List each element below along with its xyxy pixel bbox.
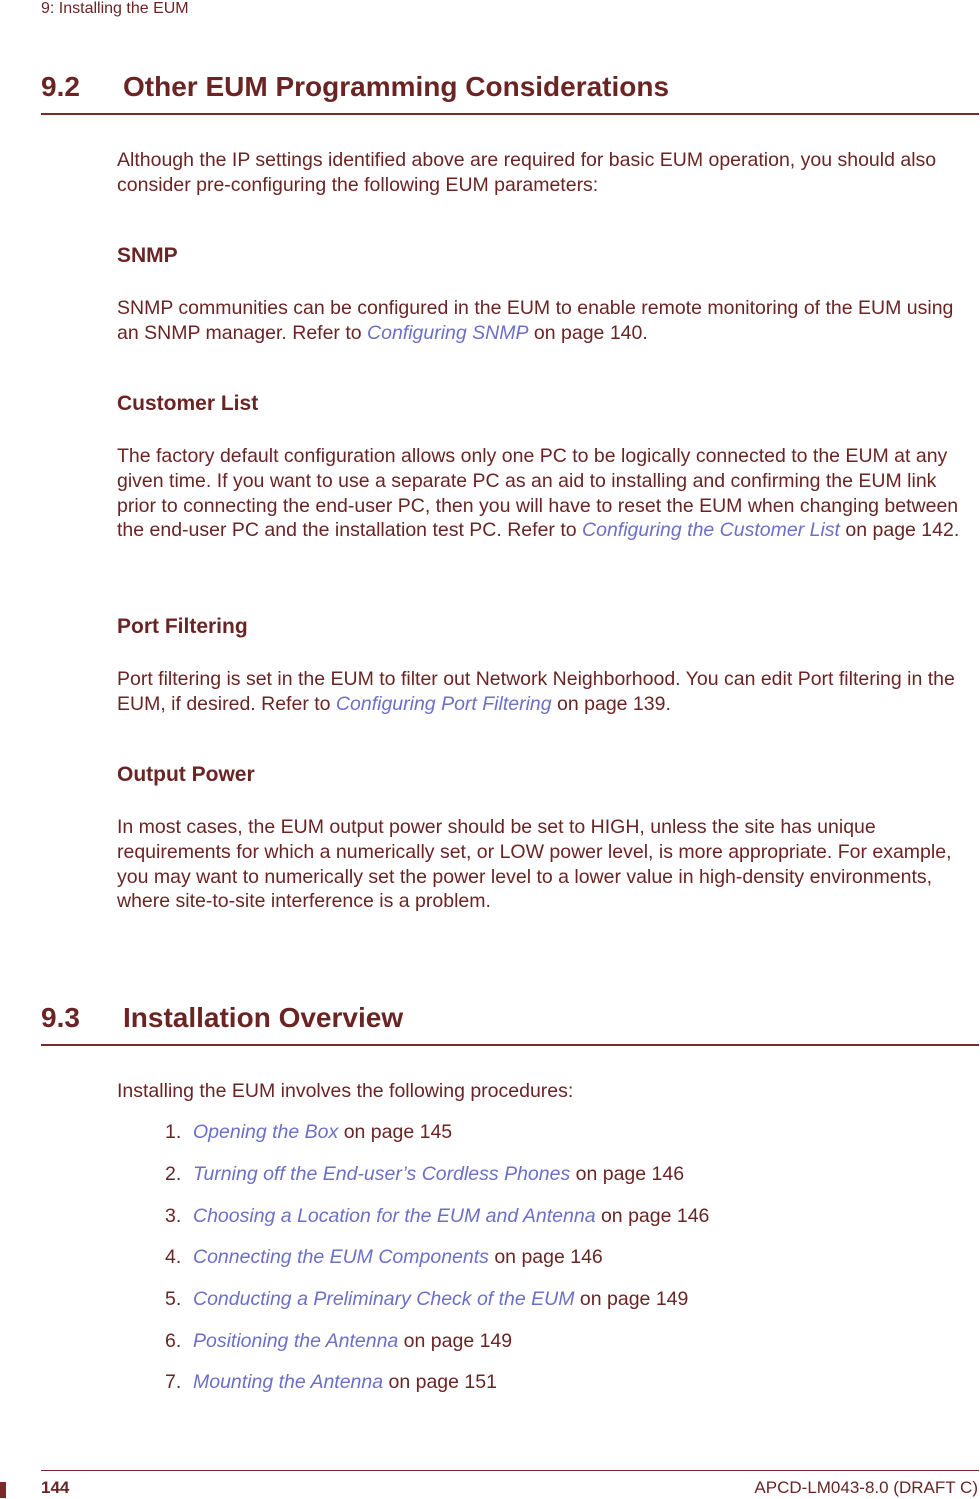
item-page-ref: on page 145: [338, 1121, 453, 1143]
installation-intro-paragraph: [117, 1079, 977, 1104]
page-number: 144: [41, 1478, 70, 1497]
item-number: 3.: [165, 1205, 182, 1227]
document-id: APCD-LM043-8.0 (DRAFT C): [754, 1478, 978, 1497]
installation-intro-text: Installing the EUM involves the following procedures:: [117, 1080, 574, 1102]
link-configuring-customer-list[interactable]: Configuring the Customer List: [582, 519, 840, 542]
snmp-text: SNMP communities can be configured in the EUM to enable remote monitoring of the EUM using an SNMP manager. Refer to: [117, 297, 954, 344]
port-filtering-page-ref: on page 139.: [551, 692, 671, 715]
list-item: [165, 1245, 603, 1269]
link-choosing-a-location[interactable]: Choosing a Location for the EUM and Antenna: [193, 1205, 596, 1227]
section-number: 9.3: [41, 1002, 80, 1033]
list-item: [165, 1204, 709, 1228]
output-power-paragraph: [117, 815, 977, 914]
running-head: 9: Installing the EUM: [41, 0, 189, 17]
section-heading-9-2: [41, 62, 979, 115]
list-item: [165, 1162, 684, 1186]
intro-text: Although the IP settings identified above are required for basic EUM operation, you should also consider pre-configuring the following EUM parameters:: [117, 149, 937, 196]
link-configuring-snmp[interactable]: Configuring SNMP: [367, 321, 529, 344]
intro-paragraph: [117, 148, 977, 198]
item-page-ref: on page 146: [488, 1246, 603, 1268]
item-page-ref: on page 151: [383, 1371, 497, 1393]
list-item: [165, 1329, 512, 1353]
snmp-page-ref: on page 140.: [528, 321, 648, 344]
snmp-paragraph: [117, 296, 977, 346]
port-filtering-text: Port filtering is set in the EUM to filter out Network Neighborhood. You can edit Port filtering in the EUM, if desired. Refer to: [117, 668, 955, 715]
item-number: 7.: [165, 1371, 182, 1393]
section-title: Installation Overview: [123, 1002, 404, 1033]
customer-list-text: The factory default configuration allows only one PC to be logically connected to the EUM at any given time. If you want to use a separate PC as an aid to installing and confirming the EUM link prior to connecting the end-user PC, then you will have to reset the EUM when changing between the end-user PC and the installation test PC. Refer to: [117, 445, 959, 542]
subheading-customer-list: Customer List: [117, 392, 259, 415]
footer-rule: [41, 1470, 979, 1471]
list-item: [165, 1370, 497, 1394]
link-mounting-the-antenna[interactable]: Mounting the Antenna: [193, 1371, 384, 1393]
port-filtering-paragraph: [117, 667, 977, 717]
item-number: 1.: [165, 1121, 182, 1143]
footer-bar: [0, 1482, 6, 1498]
customer-list-page-ref: on page 142.: [839, 519, 960, 542]
item-page-ref: on page 149: [398, 1330, 513, 1352]
item-number: 4.: [165, 1246, 182, 1268]
list-item: [165, 1120, 452, 1144]
section-heading-9-3: [41, 993, 979, 1046]
link-configuring-port-filtering[interactable]: Configuring Port Filtering: [335, 692, 552, 715]
customer-list-paragraph: [117, 444, 977, 543]
item-page-ref: on page 149: [574, 1288, 689, 1310]
link-connecting-eum-components[interactable]: Connecting the EUM Components: [193, 1246, 489, 1268]
item-number: 2.: [165, 1163, 182, 1185]
link-preliminary-check[interactable]: Conducting a Preliminary Check of the EUM: [193, 1288, 575, 1310]
subheading-output-power: Output Power: [117, 763, 255, 786]
subheading-snmp: SNMP: [117, 244, 178, 267]
output-power-text: In most cases, the EUM output power should be set to HIGH, unless the site has unique requirements for which a numerically set, or LOW power level, is more appropriate. For example, you may want to numerically set the power level to a lower value in high-density environments, where site-to-site interference is a problem.: [117, 816, 952, 913]
item-number: 5.: [165, 1288, 182, 1310]
section-number: 9.2: [41, 71, 80, 102]
list-item: [165, 1287, 688, 1311]
subheading-port-filtering: Port Filtering: [117, 615, 248, 638]
link-positioning-the-antenna[interactable]: Positioning the Antenna: [193, 1330, 399, 1352]
section-title: Other EUM Programming Considerations: [123, 71, 670, 102]
item-number: 6.: [165, 1330, 182, 1352]
item-page-ref: on page 146: [570, 1163, 685, 1185]
link-turning-off-cordless-phones[interactable]: Turning off the End-user’s Cordless Phones: [193, 1163, 571, 1185]
link-opening-the-box[interactable]: Opening the Box: [193, 1121, 339, 1143]
item-page-ref: on page 146: [595, 1205, 710, 1227]
